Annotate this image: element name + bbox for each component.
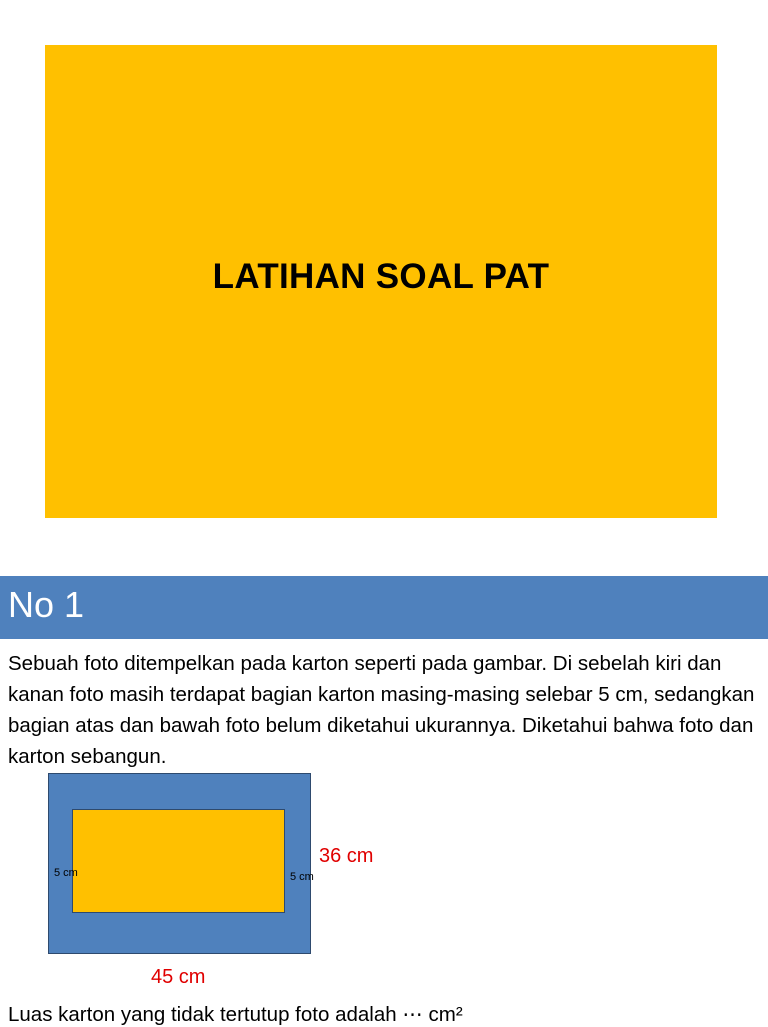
- slide-title: LATIHAN SOAL PAT: [212, 256, 550, 296]
- left-margin-label: 5 cm: [54, 867, 78, 879]
- karton-height-label: 36 cm: [319, 845, 374, 867]
- foto-rectangle: [72, 809, 285, 913]
- title-slide: [45, 45, 717, 518]
- question-header-band: [0, 576, 768, 639]
- karton-width-label: 45 cm: [151, 966, 206, 988]
- question-number: No 1: [8, 584, 85, 625]
- problem-statement: Sebuah foto ditempelkan pada karton seperti pada gambar. Di sebelah kiri dan kanan foto masih terdapat bagian karton masing-masing selebar 5 cm, sedangkan bagian atas dan bawah foto belum diketahui ukurannya. Diketahui bahwa foto dan karton sebangun.: [8, 652, 755, 768]
- right-margin-label: 5 cm: [290, 871, 314, 883]
- question-text: Luas karton yang tidak tertutup foto adalah ⋯ cm²: [8, 1003, 463, 1026]
